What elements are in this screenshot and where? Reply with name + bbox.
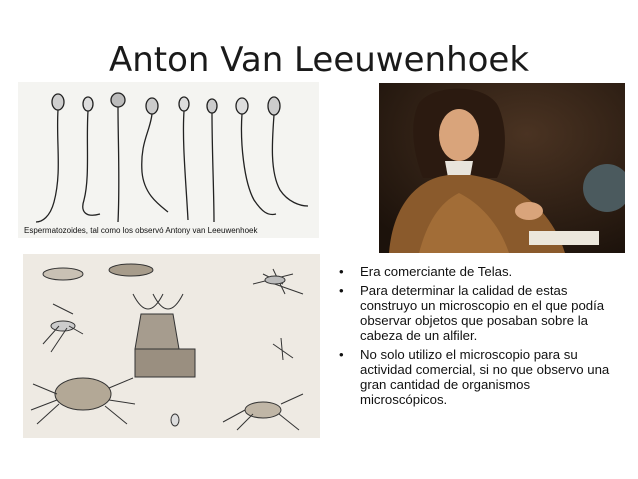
insects-illustration [23,254,320,438]
spermatozoa-caption: Espermatozoides, tal como los observó Antony van Leeuwenhoek [24,226,258,235]
bullet-list [336,264,616,411]
bullet-marker: • [339,264,344,279]
insects-drawing [23,254,320,438]
leeuwenhoek-portrait [379,83,625,253]
spermatozoa-drawing [18,82,319,238]
bullet-item [336,347,616,407]
bullet-text: Para determinar la calidad de estas construyo un microscopio en el que podía observar objetos que posaban sobre la cabeza de un alfiler. [360,283,605,343]
slide-title: Anton Van Leeuwenhoek [108,40,530,80]
bullet-marker: • [339,347,344,362]
bullet-item [336,264,616,279]
spermatozoa-illustration [18,82,319,238]
bullet-item [336,283,616,343]
bullet-text: No solo utilizo el microscopio para su actividad comercial, si no que observo una gran cantidad de organismos microscópicos. [360,347,610,407]
bullet-marker: • [339,283,344,298]
portrait-painting [379,83,625,253]
bullet-text: Era comerciante de Telas. [360,264,513,279]
